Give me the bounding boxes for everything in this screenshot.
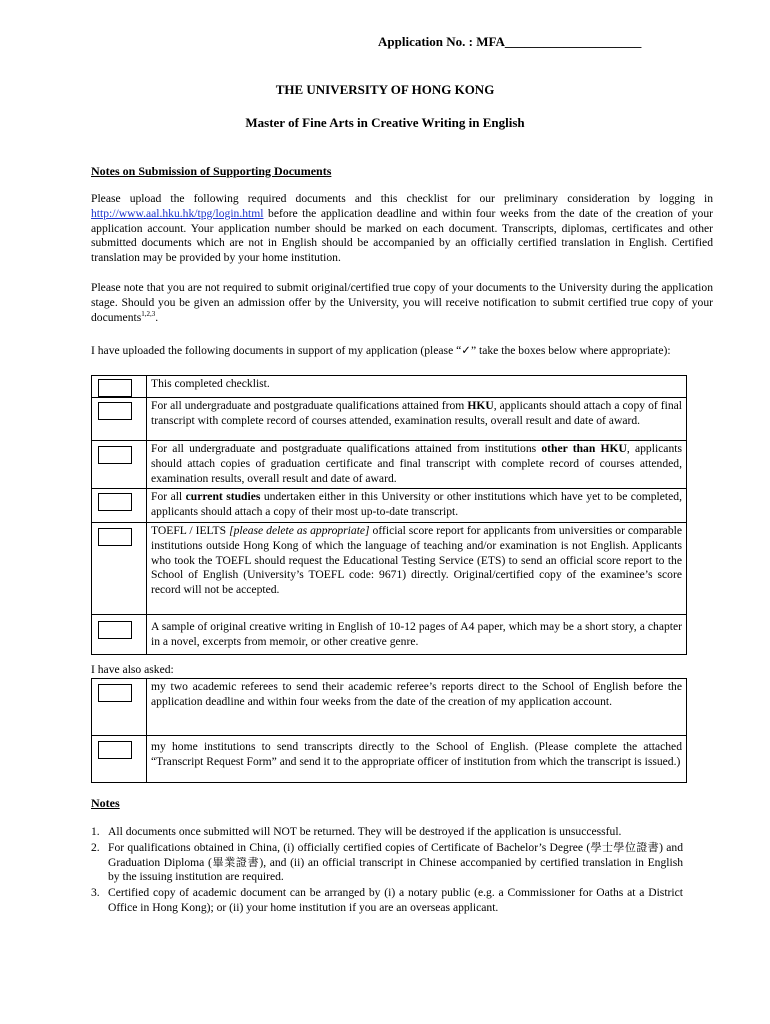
checklist-row xyxy=(92,614,687,654)
checklist-item-text: For all undergraduate and postgraduate qualifications attained from HKU, applicants should attach a copy of final transcript with complete record of courses attended, examination results, overall result and date of award. xyxy=(147,398,687,441)
uploaded-documents-table xyxy=(91,375,687,655)
notes-heading: Notes on Submission of Supporting Documents xyxy=(91,164,332,178)
intro-paragraph-1: Please upload the following required documents and this checklist for our preliminary consideration by logging in http://www.aal.hku.hk/tpg/login.html before the application deadline and within four weeks from the date of the creation of your application account. Your application number should be marked on each document. Transcripts, diplomas, certificates and other submitted documents which are not in English should be accompanied by an officially certified translation in English. Certified translation may be provided by your home institution. xyxy=(91,192,713,265)
checkbox-writing-sample[interactable] xyxy=(98,621,132,639)
checklist-row xyxy=(92,489,687,523)
also-asked-label: I have also asked: xyxy=(91,663,174,676)
application-number: Application No. : MFA_____________________ xyxy=(378,34,642,49)
notes-list xyxy=(91,825,683,916)
checklist-row xyxy=(92,441,687,489)
intro-paragraph-2: Please note that you are not required to submit original/certified true copy of your documents to the University during the application stage. Should you be given an admission offer by the University, you will receive notification to submit certified true copy of your documents$^{1,2,3}$. xyxy=(91,281,713,324)
note-item: 3. Certified copy of academic document can be arranged by (i) a notary public (e.g. a Commissioner for Oaths at a District Office in Hong Kong); or (ii) your home institution if you are an overseas applicant. xyxy=(91,886,683,914)
checkbox-current-studies[interactable] xyxy=(98,493,132,511)
checkbox-other-institution-qualifications[interactable] xyxy=(98,446,132,464)
checklist-item-text: For all undergraduate and postgraduate qualifications attained from institutions other than HKU, applicants should attach copies of graduation certificate and final transcript with complete record of courses attended, examination results, overall result and date of award. xyxy=(147,441,687,489)
intro-paragraph-3: I have uploaded the following documents in support of my application (please “✓” take the boxes below where appropriate): xyxy=(91,344,671,357)
checkbox-toefl-ielts[interactable] xyxy=(98,528,132,546)
checklist-row xyxy=(92,522,687,614)
checklist-row xyxy=(92,398,687,441)
note-item: 1. All documents once submitted will NOT be returned. They will be destroyed if the application is unsuccessful. xyxy=(91,825,622,838)
checkbox-referees[interactable] xyxy=(98,684,132,702)
checklist-item-text: TOEFL / IELTS [please delete as appropriate] official score report for applicants from universities or comparable institutions outside Hong Kong of which the language of teaching and/or examination is not English. Applicants who took the TOEFL should request the Educational Testing Service (ETS) to send an official score report to the School of English (University’s TOEFL code: 9671) directly. Original/certified copy of the examinee’s score record will not be accepted. xyxy=(147,522,687,614)
notes-title: Notes xyxy=(91,796,120,810)
checklist-row xyxy=(92,376,687,398)
also-asked-table xyxy=(91,678,687,783)
note-item: 2. For qualifications obtained in China, (i) officially certified copies of Certificate of Bachelor’s Degree (學士學位證書) and Graduation Diploma (畢業證書), and (ii) an official transcript in Chinese accompanied by certified translation in English by the issuing institution are required. xyxy=(91,840,684,884)
checklist-item-text: This completed checklist. xyxy=(147,376,687,398)
checklist-item-text: A sample of original creative writing in English of 10-12 pages of A4 paper, which may be a short story, a chapter in a novel, excerpts from memoir, or other creative genre. xyxy=(147,614,687,654)
university-title: THE UNIVERSITY OF HONG KONG xyxy=(275,82,495,97)
checkbox-hku-qualifications[interactable] xyxy=(98,402,132,420)
checklist-item-text: my home institutions to send transcripts directly to the School of English. (Please complete the attached “Transcript Request Form” and send it to the appropriate officer of institution from which the transcript is issued.) xyxy=(147,736,687,783)
programme-title: Master of Fine Arts in Creative Writing in English xyxy=(245,115,525,130)
checklist-row xyxy=(92,679,687,736)
checkbox-completed-checklist[interactable] xyxy=(98,379,132,397)
checklist-item-text: my two academic referees to send their academic referee’s reports direct to the School of English before the application deadline and within four weeks from the date of the creation of my application account. xyxy=(147,679,687,736)
checklist-row xyxy=(92,736,687,783)
checkbox-transcripts[interactable] xyxy=(98,741,132,759)
login-link[interactable]: http://www.aal.hku.hk/tpg/login.html xyxy=(91,206,264,220)
checklist-item-text: For all current studies undertaken either in this University or other institutions which have yet to be completed, applicants should attach a copy of their most up-to-date transcript. xyxy=(147,489,687,523)
